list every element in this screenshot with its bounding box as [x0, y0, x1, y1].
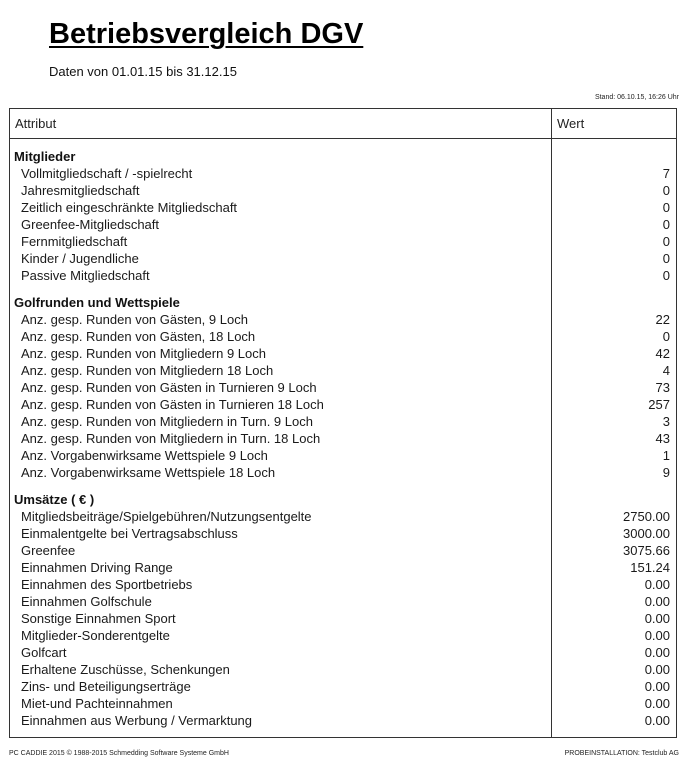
- row-value: 0.00: [644, 713, 670, 728]
- column-header-wert: Wert: [557, 116, 585, 131]
- row-value: 0.00: [644, 594, 670, 609]
- row-value: 0.00: [644, 611, 670, 626]
- row-label: Mitgliedsbeiträge/Spielgebühren/Nutzungsentgelte: [21, 509, 312, 524]
- row-value: 0.00: [644, 577, 670, 592]
- row-label: Anz. gesp. Runden von Mitgliedern in Turn. 18 Loch: [21, 431, 321, 446]
- timestamp: Stand: 06.10.15, 16:26 Uhr: [594, 94, 679, 101]
- row-label: Mitglieder-Sonderentgelte: [21, 628, 170, 643]
- row-value: 0: [662, 251, 670, 266]
- row-value: 7: [662, 166, 670, 181]
- column-header-attribut: Attribut: [10, 109, 552, 138]
- section: [10, 492, 551, 729]
- section-values: [552, 492, 670, 729]
- row-value: 0.00: [644, 696, 670, 711]
- row-value: 2750.00: [623, 509, 670, 524]
- footer-copyright: PC CADDIE 2015 © 1988-2015 Schmedding Software Systeme GmbH: [9, 750, 229, 757]
- attribute-column: [10, 139, 552, 737]
- date-range: Daten von 01.01.15 bis 31.12.15: [49, 64, 237, 79]
- row-label: Anz. Vorgabenwirksame Wettspiele 9 Loch: [21, 448, 268, 463]
- row-value: 1: [662, 448, 670, 463]
- table-header: [10, 109, 676, 139]
- section-spacer: [552, 149, 670, 165]
- row-value: 0: [662, 217, 670, 232]
- section-title: Mitglieder: [14, 149, 76, 164]
- row-label: Sonstige Einnahmen Sport: [21, 611, 176, 626]
- section-title: Golfrunden und Wettspiele: [14, 295, 180, 310]
- section-values: [552, 149, 670, 284]
- row-label: Vollmitgliedschaft / -spielrecht: [21, 166, 193, 181]
- row-label: Einnahmen Driving Range: [21, 560, 173, 575]
- row-label: Anz. gesp. Runden von Mitgliedern 18 Loch: [21, 363, 274, 378]
- row-label: Zins- und Beteiligungserträge: [21, 679, 191, 694]
- row-label: Fernmitgliedschaft: [21, 234, 128, 249]
- footer-installation: PROBEINSTALLATION: Testclub AG: [564, 750, 679, 757]
- row-label: Einmalentgelte bei Vertragsabschluss: [21, 526, 238, 541]
- table-body: [10, 139, 676, 737]
- row-value: 0: [662, 234, 670, 249]
- row-value: 22: [655, 312, 670, 327]
- row-label: Jahresmitgliedschaft: [21, 183, 140, 198]
- row-label: Kinder / Jugendliche: [21, 251, 139, 266]
- row-value: 3075.66: [623, 543, 670, 558]
- row-value: 257: [648, 397, 670, 412]
- row-label: Zeitlich eingeschränkte Mitgliedschaft: [21, 200, 238, 215]
- row-label: Anz. gesp. Runden von Gästen, 9 Loch: [21, 312, 248, 327]
- row-value: 43: [655, 431, 670, 446]
- row-label: Erhaltene Zuschüsse, Schenkungen: [21, 662, 230, 677]
- section: [10, 149, 551, 284]
- row-label: Golfcart: [21, 645, 67, 660]
- row-value: 3000.00: [623, 526, 670, 541]
- row-value: 4: [662, 363, 670, 378]
- report-table: [9, 108, 677, 738]
- row-label: Greenfee-Mitgliedschaft: [21, 217, 160, 232]
- row-value: 0: [662, 200, 670, 215]
- section-values: [552, 295, 670, 481]
- row-label: Einnahmen aus Werbung / Vermarktung: [21, 713, 253, 728]
- row-value: 0: [662, 183, 670, 198]
- row-label: Anz. gesp. Runden von Mitgliedern 9 Loch: [21, 346, 266, 361]
- row-label: Anz. gesp. Runden von Mitgliedern in Turn. 9 Loch: [21, 414, 313, 429]
- row-value: 0.00: [644, 662, 670, 677]
- row-label: Greenfee: [21, 543, 76, 558]
- section-spacer: [552, 295, 670, 311]
- row-value: 0.00: [644, 679, 670, 694]
- row-label: Anz. gesp. Runden von Gästen, 18 Loch: [21, 329, 256, 344]
- row-label: Anz. gesp. Runden von Gästen in Turnieren 9 Loch: [21, 380, 317, 395]
- section: [10, 295, 551, 481]
- row-label: Anz. Vorgabenwirksame Wettspiele 18 Loch: [21, 465, 276, 480]
- row-label: Anz. gesp. Runden von Gästen in Turnieren 18 Loch: [21, 397, 324, 412]
- row-value: 42: [655, 346, 670, 361]
- row-value: 0: [662, 329, 670, 344]
- section-title: Umsätze ( € ): [14, 492, 95, 507]
- row-value: 9: [662, 465, 670, 480]
- row-label: Miet-und Pachteinnahmen: [21, 696, 173, 711]
- row-value: 151.24: [630, 560, 670, 575]
- page-title: Betriebsvergleich DGV: [49, 18, 364, 50]
- row-value: 73: [655, 380, 670, 395]
- row-value: 3: [662, 414, 670, 429]
- value-column: [552, 139, 676, 737]
- row-label: Einnahmen des Sportbetriebs: [21, 577, 193, 592]
- section-spacer: [552, 492, 670, 508]
- row-label: Einnahmen Golfschule: [21, 594, 152, 609]
- row-label: Passive Mitgliedschaft: [21, 268, 150, 283]
- row-value: 0.00: [644, 645, 670, 660]
- row-value: 0: [662, 268, 670, 283]
- row-value: 0.00: [644, 628, 670, 643]
